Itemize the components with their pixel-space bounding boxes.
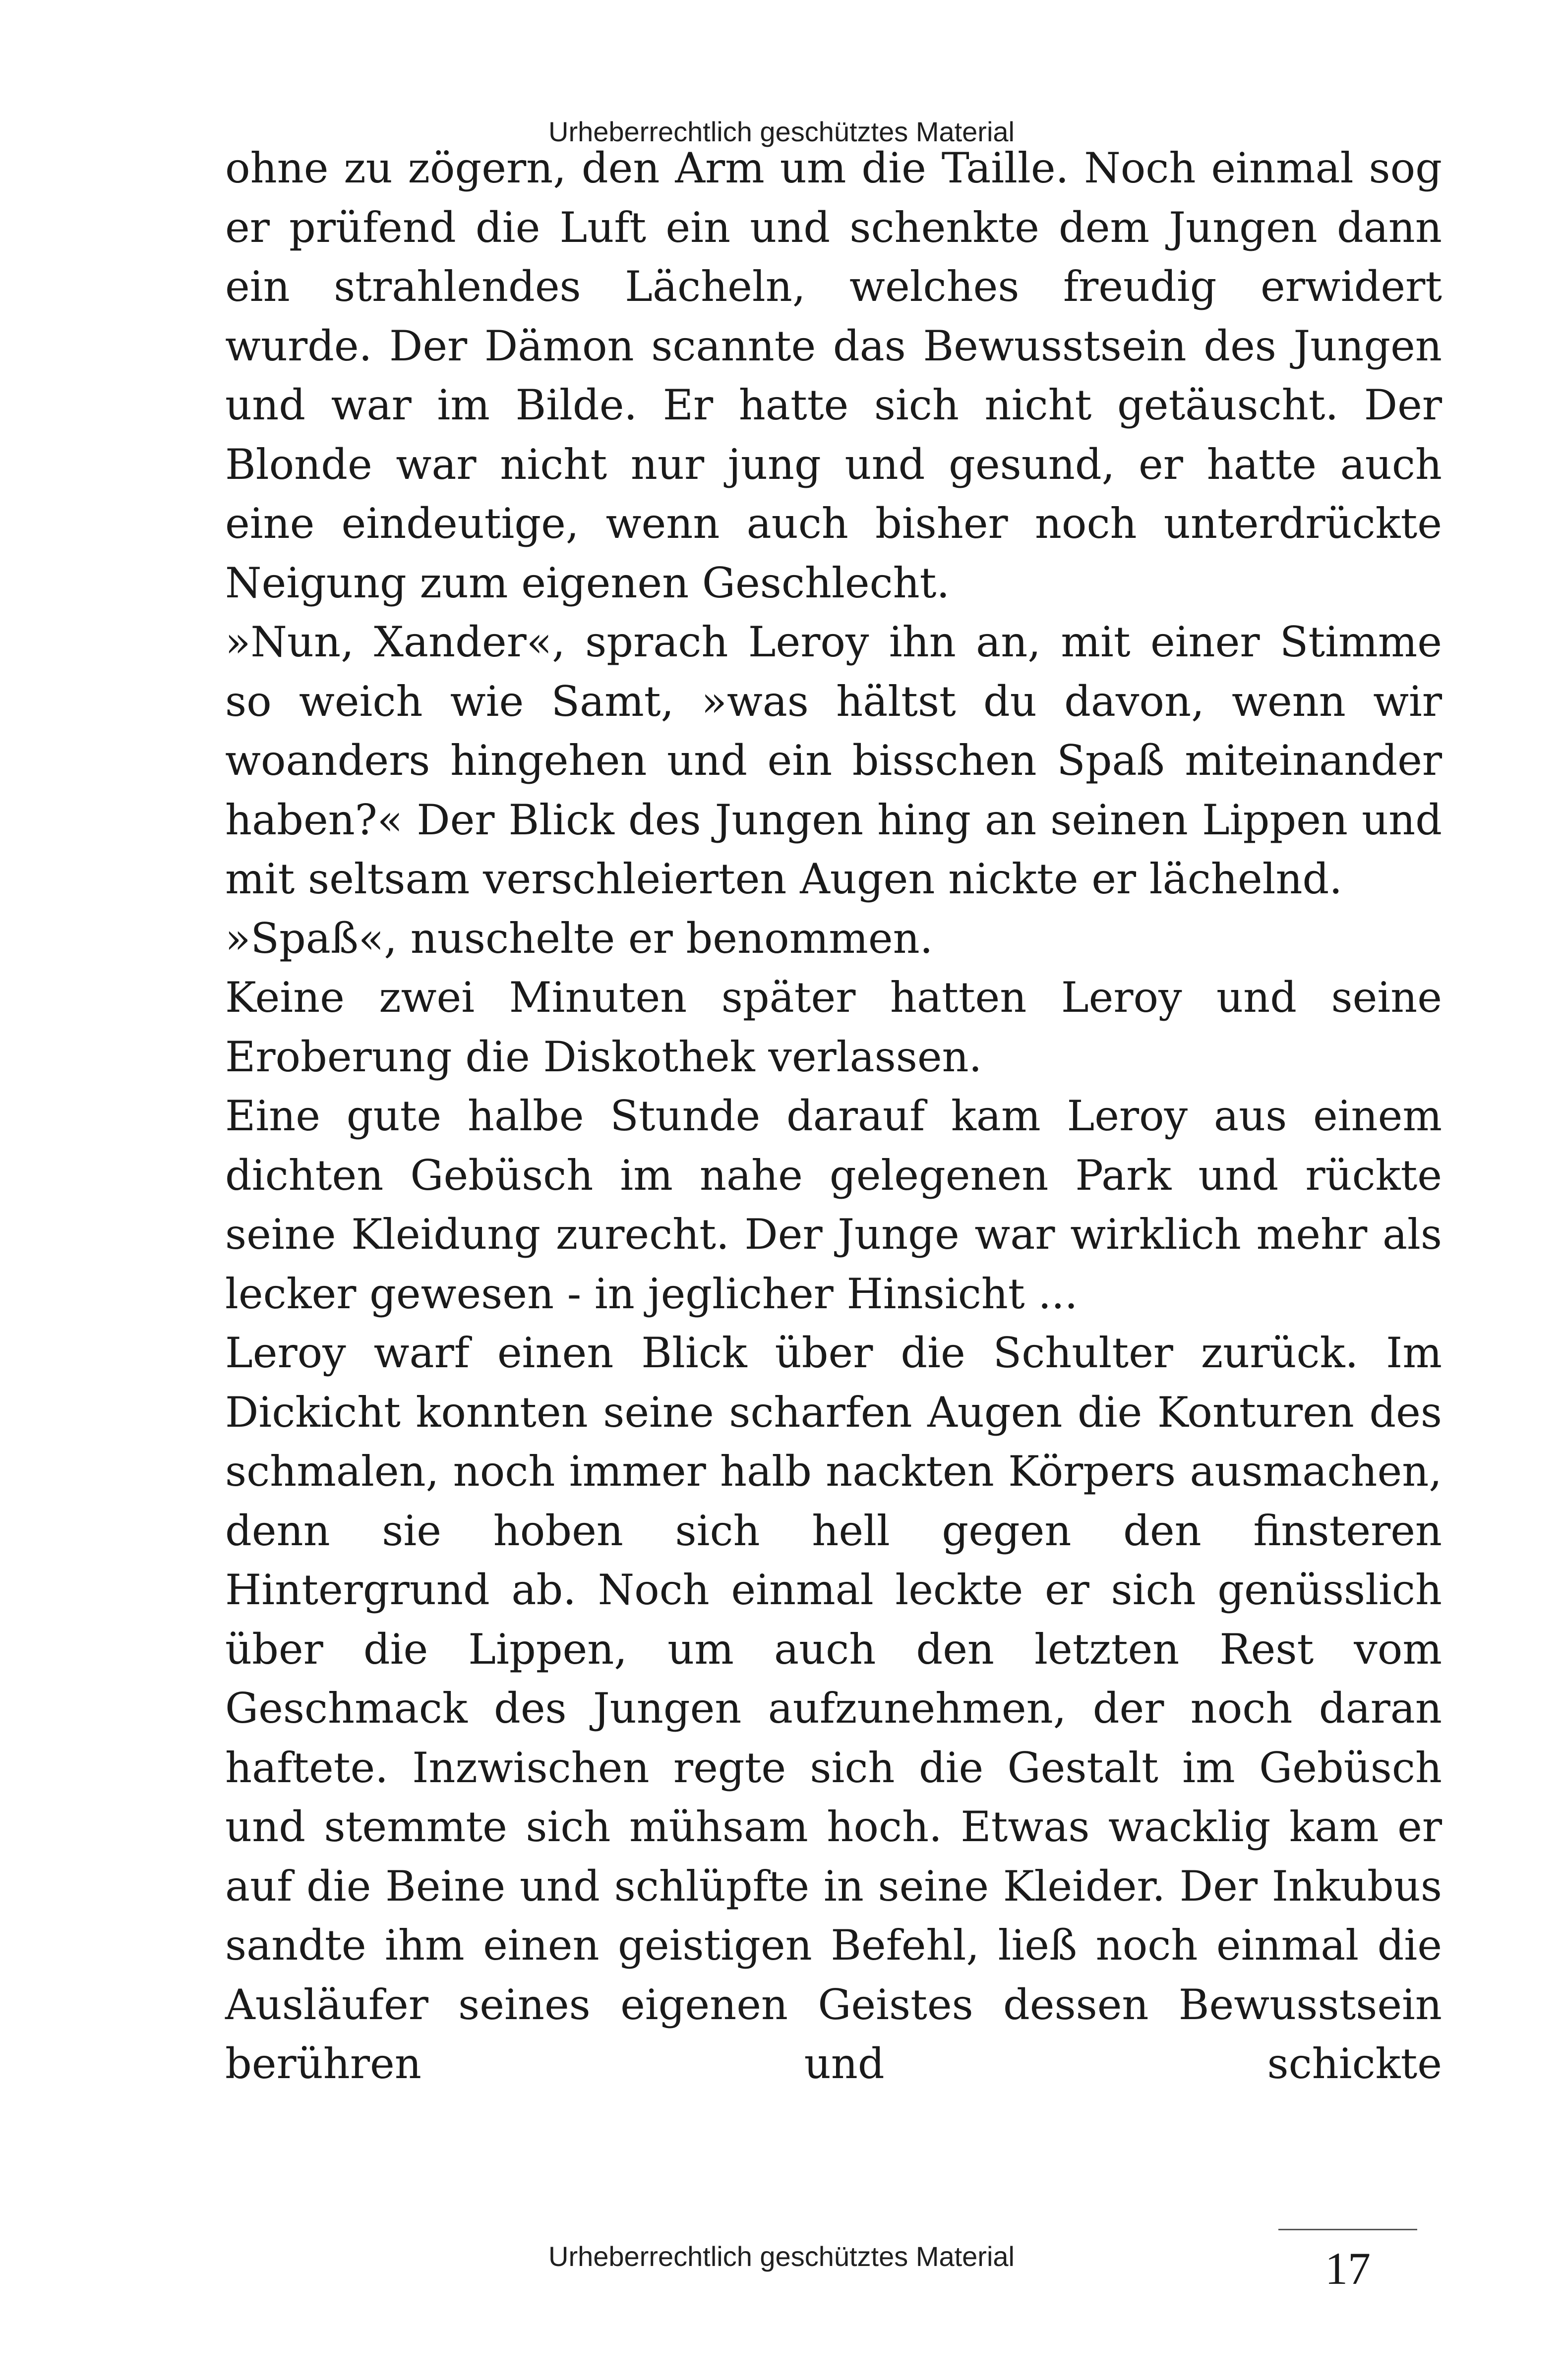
page-body (225, 139, 1442, 2094)
footer-rule (1278, 2229, 1417, 2230)
paragraph: »Spaß«, nuschelte er benommen. (225, 914, 933, 963)
paragraph: Eine gute halbe Stunde darauf kam Leroy aus einem dichten Gebüsch im nahe gelegenen Park und rückte seine Kleidung zurecht. Der Junge war wirklich mehr als lecker gewesen - in jeglicher Hinsicht ... (225, 1092, 1442, 1318)
paragraph: »Nun, Xander«, sprach Leroy ihn an, mit einer Stimme so weich wie Samt, »was hältst du davon, wenn wir woanders hingehen und ein bisschen Spaß miteinander haben?« Der Blick des Jungen hing an seinen Lippen und mit seltsam verschleierten Augen nickte er lächelnd. (225, 618, 1442, 903)
paragraph: Leroy warf einen Blick über die Schulter zurück. Im Dickicht konnten seine scharfen Augen die Konturen des schmalen, noch immer halb nackten Körpers ausmachen, denn sie hoben sich hell gegen den finsteren Hintergrund ab. Noch einmal leckte er sich genüsslich über die Lippen, um auch den letzten Rest vom Geschmack des Jungen aufzunehmen, der noch daran haftete. Inzwischen regte sich die Gestalt im Gebüsch und stemmte sich mühsam hoch. Etwas wacklig kam er auf die Beine und schlüpfte in seine Kleider. Der Inkubus sandte ihm einen geistigen Befehl, ließ noch einmal die Ausläufer seines eigenen Geistes dessen Bewusstsein berühren und schickte (225, 1329, 1442, 2088)
paragraph: Keine zwei Minuten später hatten Leroy und seine Eroberung die Diskothek verlassen. (225, 973, 1442, 1081)
paragraph: ohne zu zögern, den Arm um die Taille. Noch einmal sog er prüfend die Luft ein und schenkte dem Jungen dann ein strahlendes Lächeln, welches freudig erwidert wurde. Der Dämon scannte das Bewusstsein des Jungen und war im Bilde. Er hatte sich nicht getäuscht. Der Blonde war nicht nur jung und gesund, er hatte auch eine eindeutige, wenn auch bisher noch unterdrückte Neigung zum eigenen Geschlecht. (225, 144, 1442, 607)
watermark-top: Urheberrechtlich geschütztes Material (548, 116, 1015, 147)
page-number: 17 (1325, 2243, 1371, 2294)
watermark-bottom: Urheberrechtlich geschütztes Material (548, 2241, 1015, 2272)
